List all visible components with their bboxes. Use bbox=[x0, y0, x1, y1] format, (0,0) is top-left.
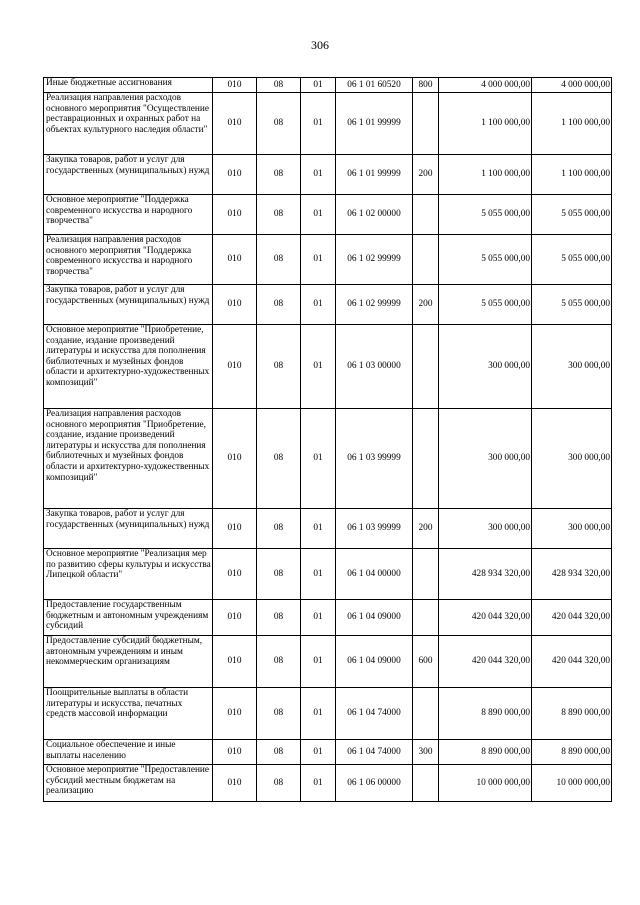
cell-amount-1: 4 000 000,00 bbox=[439, 78, 532, 93]
cell-section: 08 bbox=[257, 765, 301, 802]
cell-grbs: 010 bbox=[213, 409, 257, 509]
cell-target-article: 06 1 03 00000 bbox=[336, 325, 413, 409]
cell-amount-1: 428 934 320,00 bbox=[439, 549, 532, 600]
cell-subsection: 01 bbox=[301, 688, 336, 740]
cell-subsection: 01 bbox=[301, 549, 336, 600]
cell-name: Основное мероприятие "Поддержка современного искусства и народного творчества" bbox=[44, 195, 213, 235]
cell-expense-type: 200 bbox=[413, 155, 439, 195]
cell-subsection: 01 bbox=[301, 509, 336, 549]
cell-subsection: 01 bbox=[301, 600, 336, 636]
cell-amount-2: 1 100 000,00 bbox=[532, 93, 612, 155]
cell-grbs: 010 bbox=[213, 740, 257, 765]
budget-table bbox=[43, 77, 612, 802]
cell-expense-type bbox=[413, 765, 439, 802]
cell-grbs: 010 bbox=[213, 235, 257, 285]
cell-name: Реализация направления расходов основного мероприятия "Осуществление реставрационных и охранных работ на объектах культурного наследия области" bbox=[44, 93, 213, 155]
cell-amount-1: 1 100 000,00 bbox=[439, 93, 532, 155]
cell-target-article: 06 1 01 99999 bbox=[336, 155, 413, 195]
table-row bbox=[44, 409, 612, 509]
cell-amount-1: 300 000,00 bbox=[439, 509, 532, 549]
cell-expense-type: 200 bbox=[413, 285, 439, 325]
cell-target-article: 06 1 04 74000 bbox=[336, 740, 413, 765]
cell-subsection: 01 bbox=[301, 93, 336, 155]
cell-expense-type: 200 bbox=[413, 509, 439, 549]
cell-target-article: 06 1 04 09000 bbox=[336, 636, 413, 688]
cell-grbs: 010 bbox=[213, 636, 257, 688]
table-row bbox=[44, 78, 612, 93]
cell-amount-2: 300 000,00 bbox=[532, 325, 612, 409]
cell-amount-1: 8 890 000,00 bbox=[439, 688, 532, 740]
cell-section: 08 bbox=[257, 93, 301, 155]
cell-section: 08 bbox=[257, 155, 301, 195]
cell-name: Основное мероприятие "Предоставление субсидий местным бюджетам на реализацию bbox=[44, 765, 213, 802]
cell-grbs: 010 bbox=[213, 765, 257, 802]
cell-grbs: 010 bbox=[213, 509, 257, 549]
cell-target-article: 06 1 04 00000 bbox=[336, 549, 413, 600]
table-row bbox=[44, 636, 612, 688]
cell-grbs: 010 bbox=[213, 285, 257, 325]
cell-amount-1: 5 055 000,00 bbox=[439, 195, 532, 235]
table-row bbox=[44, 509, 612, 549]
cell-amount-2: 5 055 000,00 bbox=[532, 195, 612, 235]
cell-target-article: 06 1 02 99999 bbox=[336, 285, 413, 325]
cell-amount-1: 420 044 320,00 bbox=[439, 600, 532, 636]
cell-target-article: 06 1 03 99999 bbox=[336, 409, 413, 509]
cell-target-article: 06 1 02 00000 bbox=[336, 195, 413, 235]
cell-name: Закупка товаров, работ и услуг для государственных (муниципальных) нужд bbox=[44, 155, 213, 195]
cell-amount-2: 420 044 320,00 bbox=[532, 600, 612, 636]
cell-section: 08 bbox=[257, 688, 301, 740]
cell-expense-type: 300 bbox=[413, 740, 439, 765]
cell-expense-type bbox=[413, 325, 439, 409]
cell-target-article: 06 1 04 74000 bbox=[336, 688, 413, 740]
cell-section: 08 bbox=[257, 509, 301, 549]
cell-section: 08 bbox=[257, 78, 301, 93]
cell-amount-1: 300 000,00 bbox=[439, 409, 532, 509]
cell-grbs: 010 bbox=[213, 93, 257, 155]
cell-name: Реализация направления расходов основного мероприятия "Приобретение, создание, издание произведений литературы и искусства для пополнения библиотечных и музейных фондов области и архитектурно-художественных композиций" bbox=[44, 409, 213, 509]
cell-amount-2: 8 890 000,00 bbox=[532, 740, 612, 765]
cell-section: 08 bbox=[257, 600, 301, 636]
cell-amount-1: 300 000,00 bbox=[439, 325, 532, 409]
cell-expense-type bbox=[413, 409, 439, 509]
cell-section: 08 bbox=[257, 409, 301, 509]
table-row bbox=[44, 155, 612, 195]
cell-section: 08 bbox=[257, 740, 301, 765]
cell-name: Поощрительные выплаты в области литературы и искусства, печатных средств массовой информации bbox=[44, 688, 213, 740]
cell-amount-1: 5 055 000,00 bbox=[439, 235, 532, 285]
cell-name: Предоставление субсидий бюджетным, автономным учреждениям и иным некоммерческим организациям bbox=[44, 636, 213, 688]
cell-amount-2: 5 055 000,00 bbox=[532, 235, 612, 285]
cell-amount-2: 420 044 320,00 bbox=[532, 636, 612, 688]
cell-section: 08 bbox=[257, 285, 301, 325]
cell-section: 08 bbox=[257, 636, 301, 688]
cell-section: 08 bbox=[257, 195, 301, 235]
cell-expense-type bbox=[413, 600, 439, 636]
cell-amount-2: 10 000 000,00 bbox=[532, 765, 612, 802]
cell-name: Предоставление государственным бюджетным и автономным учреждениям субсидий bbox=[44, 600, 213, 636]
cell-amount-2: 428 934 320,00 bbox=[532, 549, 612, 600]
cell-subsection: 01 bbox=[301, 285, 336, 325]
cell-target-article: 06 1 03 99999 bbox=[336, 509, 413, 549]
cell-name: Основное мероприятие "Реализация мер по развитию сферы культуры и искусства Липецкой области" bbox=[44, 549, 213, 600]
cell-amount-2: 300 000,00 bbox=[532, 509, 612, 549]
table-row bbox=[44, 740, 612, 765]
cell-grbs: 010 bbox=[213, 549, 257, 600]
table-row bbox=[44, 600, 612, 636]
cell-amount-1: 420 044 320,00 bbox=[439, 636, 532, 688]
table-row bbox=[44, 93, 612, 155]
cell-subsection: 01 bbox=[301, 155, 336, 195]
cell-grbs: 010 bbox=[213, 78, 257, 93]
cell-target-article: 06 1 02 99999 bbox=[336, 235, 413, 285]
cell-subsection: 01 bbox=[301, 195, 336, 235]
cell-target-article: 06 1 01 99999 bbox=[336, 93, 413, 155]
cell-grbs: 010 bbox=[213, 195, 257, 235]
table-row bbox=[44, 549, 612, 600]
cell-subsection: 01 bbox=[301, 740, 336, 765]
table-row bbox=[44, 325, 612, 409]
cell-subsection: 01 bbox=[301, 409, 336, 509]
cell-expense-type bbox=[413, 235, 439, 285]
cell-name: Реализация направления расходов основного мероприятия "Поддержка современного искусства и народного творчества" bbox=[44, 235, 213, 285]
cell-amount-1: 1 100 000,00 bbox=[439, 155, 532, 195]
cell-subsection: 01 bbox=[301, 78, 336, 93]
table-row bbox=[44, 235, 612, 285]
cell-subsection: 01 bbox=[301, 765, 336, 802]
cell-amount-2: 4 000 000,00 bbox=[532, 78, 612, 93]
cell-amount-1: 10 000 000,00 bbox=[439, 765, 532, 802]
table-row bbox=[44, 688, 612, 740]
cell-amount-1: 5 055 000,00 bbox=[439, 285, 532, 325]
cell-grbs: 010 bbox=[213, 325, 257, 409]
cell-section: 08 bbox=[257, 549, 301, 600]
page-number: 306 bbox=[311, 38, 329, 52]
table-row bbox=[44, 195, 612, 235]
cell-subsection: 01 bbox=[301, 636, 336, 688]
table-row bbox=[44, 765, 612, 802]
cell-grbs: 010 bbox=[213, 600, 257, 636]
cell-target-article: 06 1 06 00000 bbox=[336, 765, 413, 802]
cell-subsection: 01 bbox=[301, 235, 336, 285]
cell-amount-2: 5 055 000,00 bbox=[532, 285, 612, 325]
cell-target-article: 06 1 04 09000 bbox=[336, 600, 413, 636]
cell-expense-type: 600 bbox=[413, 636, 439, 688]
cell-expense-type bbox=[413, 549, 439, 600]
cell-expense-type: 800 bbox=[413, 78, 439, 93]
cell-target-article: 06 1 01 60520 bbox=[336, 78, 413, 93]
cell-name: Закупка товаров, работ и услуг для государственных (муниципальных) нужд bbox=[44, 509, 213, 549]
cell-subsection: 01 bbox=[301, 325, 336, 409]
cell-name: Закупка товаров, работ и услуг для государственных (муниципальных) нужд bbox=[44, 285, 213, 325]
cell-amount-2: 1 100 000,00 bbox=[532, 155, 612, 195]
cell-section: 08 bbox=[257, 235, 301, 285]
cell-grbs: 010 bbox=[213, 155, 257, 195]
cell-name: Основное мероприятие "Приобретение, создание, издание произведений литературы и искусства для пополнения библиотечных и музейных фондов области и архитектурно-художественных композиций" bbox=[44, 325, 213, 409]
cell-amount-1: 8 890 000,00 bbox=[439, 740, 532, 765]
table-row bbox=[44, 285, 612, 325]
cell-grbs: 010 bbox=[213, 688, 257, 740]
cell-amount-2: 300 000,00 bbox=[532, 409, 612, 509]
cell-amount-2: 8 890 000,00 bbox=[532, 688, 612, 740]
cell-section: 08 bbox=[257, 325, 301, 409]
cell-expense-type bbox=[413, 195, 439, 235]
budget-table-body bbox=[44, 78, 612, 802]
cell-expense-type bbox=[413, 688, 439, 740]
cell-name: Социальное обеспечение и иные выплаты населению bbox=[44, 740, 213, 765]
cell-expense-type bbox=[413, 93, 439, 155]
cell-name: Иные бюджетные ассигнования bbox=[44, 78, 213, 93]
